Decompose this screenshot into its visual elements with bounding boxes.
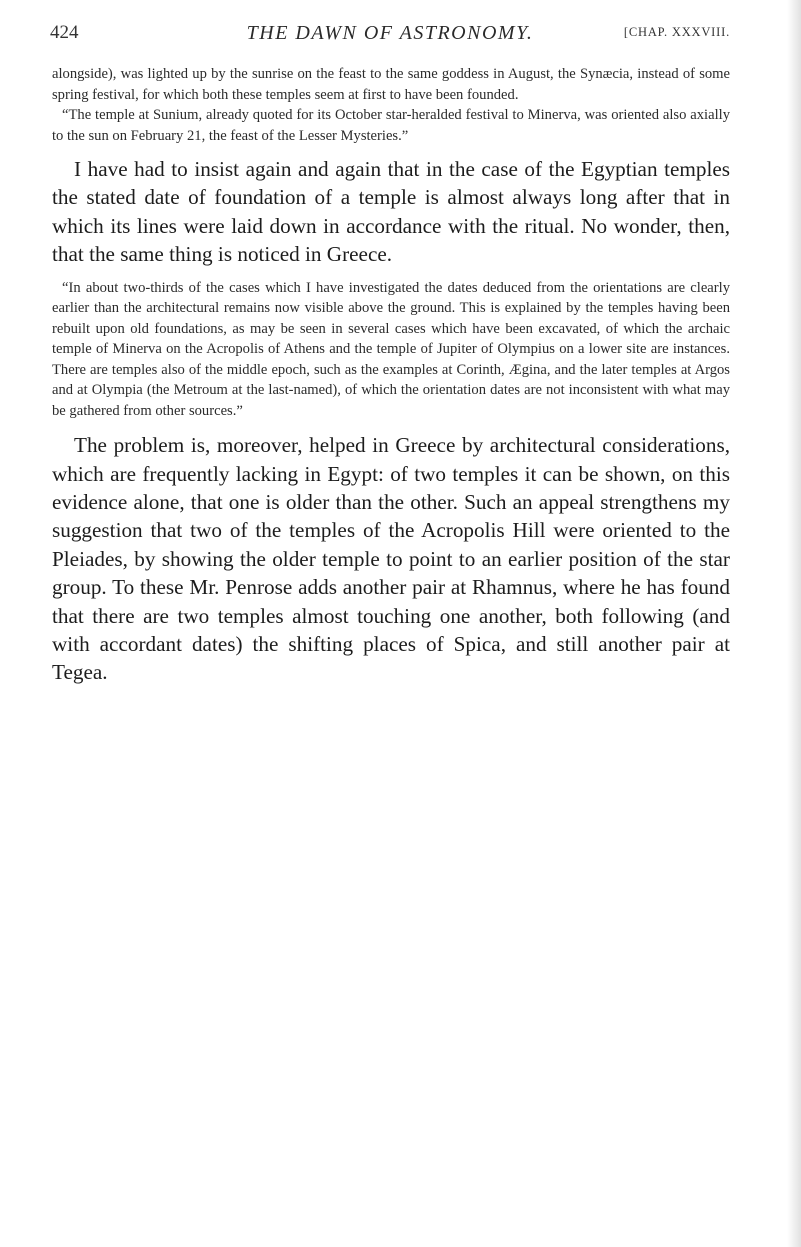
running-title: THE DAWN OF ASTRONOMY.: [246, 22, 534, 44]
page-number: 424: [50, 22, 79, 43]
chapter-label: [CHAP. XXXVIII.: [623, 25, 730, 39]
body-text: [52, 64, 730, 687]
page-edge-shadow: [787, 0, 801, 1247]
quote-paragraph: “In about two-thirds of the cases which I have investigated the dates deduced from the orientations are clearly earlier than the architectural remains now visible above the ground. This is explained by the temples having been rebuilt upon old foundations, as may be seen in several cases which have been excavated, of which the archaic temple of Minerva on the Acropolis of Athens and the temple of Jupiter of Olympius on a lower site are instances. There are temples also of the middle epoch, such as the examples at Corinth, Ægina, and the later temples at Argos and at Olympia (the Metroum at the last-named), of which the orientation dates are not inconsistent with what may be gathered from other sources.”: [52, 279, 730, 419]
quote-paragraph: “The temple at Sunium, already quoted for its October star-heralded festival to Minerva, was oriented also axially to the sun on February 21, the feast of the Lesser Mysteries.”: [52, 107, 730, 144]
body-paragraph: The problem is, moreover, helped in Greece by architectural considerations, which are frequently lacking in Egypt: of two temples it can be shown, on this evidence alone, that one is older than the other. Such an appeal strengthens my suggestion that two of the temples of the Acropolis Hill were oriented to the Pleiades, by showing the older temple to point to an earlier position of the star group. To these Mr. Penrose adds another pair at Rhamnus, where he has found that there are two temples almost touching one another, both following (and with accordant dates) the shifting places of Spica, and still another pair at Tegea.: [52, 433, 730, 685]
quote-paragraph: alongside), was lighted up by the sunrise on the feast to the same goddess in August, the Synæcia, instead of some spring festival, for which both these temples seem at first to have been founded.: [52, 66, 730, 103]
body-paragraph: I have had to insist again and again that in the case of the Egyptian temples the stated date of foundation of a temple is almost always long after that in which its lines were laid down in accordance with the ritual. No wonder, then, that the same thing is noticed in Greece.: [52, 157, 730, 267]
running-header: [50, 22, 730, 46]
